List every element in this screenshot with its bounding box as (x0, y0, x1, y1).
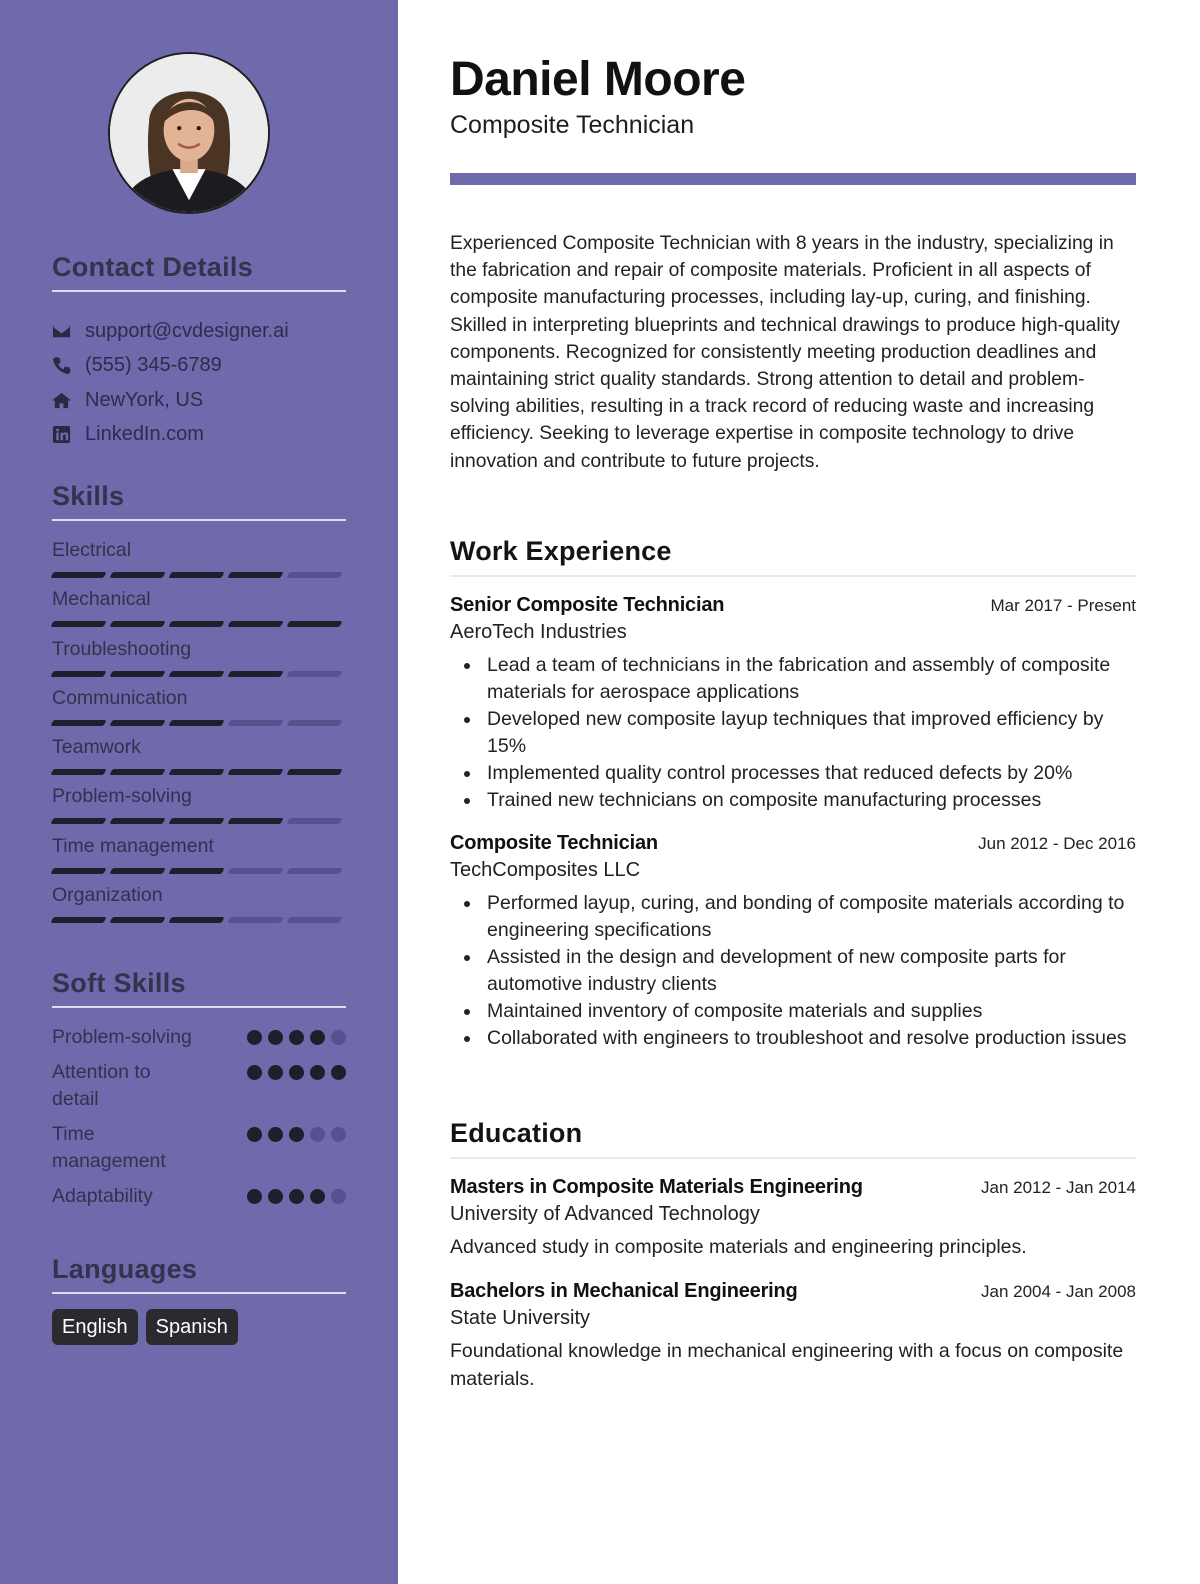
skills-list (52, 537, 346, 931)
rating-dot (289, 1030, 304, 1045)
soft-skill-rating (247, 1121, 346, 1142)
soft-skill-rating (247, 1059, 346, 1080)
skill-name: Electrical (52, 539, 132, 561)
profile-photo-image (110, 54, 268, 212)
job-bullet: Collaborated with engineers to troubleshoot and resolve production issues (450, 1025, 1136, 1052)
education-entry (450, 1280, 1136, 1393)
language-tag: Spanish (146, 1309, 238, 1345)
contact-location (52, 383, 346, 418)
skill-item (52, 537, 346, 586)
skill-item (52, 636, 346, 685)
job-title: Senior Composite Technician (450, 594, 725, 616)
skill-level-segment (109, 769, 165, 775)
languages-heading: Languages (52, 1254, 346, 1294)
skill-level-segment (227, 818, 283, 824)
contact-linkedin[interactable] (52, 418, 346, 453)
skill-level-bar (52, 671, 346, 677)
skill-level-bar (52, 769, 346, 775)
rating-dot (310, 1065, 325, 1080)
contact-location-text: NewYork, US (85, 388, 204, 411)
education-entry (450, 1176, 1136, 1262)
education-description: Advanced study in composite materials and engineering principles. (450, 1236, 1027, 1258)
accent-divider (450, 173, 1136, 185)
contact-phone[interactable] (52, 349, 346, 384)
skill-name: Teamwork (52, 736, 141, 759)
skill-level-segment (286, 917, 342, 923)
soft-skill-name: Time management (52, 1123, 166, 1172)
degree-title: Bachelors in Mechanical Engineering (450, 1280, 798, 1302)
skill-level-segment (168, 917, 224, 923)
phone-icon (52, 356, 85, 375)
skill-level-segment (227, 720, 283, 726)
skill-level-segment (286, 720, 342, 726)
skill-level-segment (286, 621, 342, 627)
rating-dot (247, 1127, 262, 1142)
skill-level-segment (50, 671, 106, 677)
soft-skill-item (52, 1183, 346, 1210)
skill-name: Communication (52, 686, 188, 709)
skill-level-segment (286, 868, 342, 874)
skill-item (52, 833, 346, 882)
job-dates: Jun 2012 - Dec 2016 (978, 834, 1136, 853)
skill-level-segment (227, 917, 283, 923)
candidate-title: Composite Technician (450, 111, 695, 139)
job-bullets (450, 652, 1136, 814)
skill-level-segment (168, 769, 224, 775)
soft-skill-rating (247, 1024, 346, 1045)
skill-level-segment (286, 818, 342, 824)
job-company: AeroTech Industries (450, 621, 627, 643)
degree-title: Masters in Composite Materials Engineering (450, 1176, 863, 1198)
rating-dot (268, 1189, 283, 1204)
rating-dot (310, 1189, 325, 1204)
contact-email-text: support@cvdesigner.ai (85, 319, 289, 342)
candidate-name: Daniel Moore (450, 53, 746, 106)
rating-dot (310, 1030, 325, 1045)
skill-level-segment (109, 868, 165, 874)
language-list (52, 1309, 346, 1345)
school-name: State University (450, 1307, 591, 1329)
skill-level-segment (168, 818, 224, 824)
rating-dot (331, 1189, 346, 1204)
rating-dot (289, 1189, 304, 1204)
rating-dot (289, 1065, 304, 1080)
skill-level-segment (227, 868, 283, 874)
skill-level-segment (286, 769, 342, 775)
education-dates: Jan 2004 - Jan 2008 (980, 1282, 1136, 1301)
skill-level-segment (168, 868, 224, 874)
rating-dot (247, 1065, 262, 1080)
rating-dot (310, 1127, 325, 1142)
skill-level-segment (168, 621, 224, 627)
skill-level-segment (109, 720, 165, 726)
soft-skills-section (52, 968, 346, 1218)
skill-level-segment (50, 868, 106, 874)
skill-item (52, 783, 346, 832)
languages-section (52, 1254, 346, 1345)
job-bullets (450, 890, 1136, 1052)
skill-level-bar (52, 621, 346, 627)
skill-name: Mechanical (52, 588, 151, 611)
skill-item (52, 586, 346, 635)
skill-level-segment (50, 917, 106, 923)
language-tag: English (52, 1309, 138, 1345)
skill-level-segment (50, 818, 106, 824)
skill-item (52, 882, 346, 931)
soft-skill-rating (247, 1183, 346, 1204)
skill-level-bar (52, 917, 346, 923)
skill-level-bar (52, 818, 346, 824)
skill-name: Troubleshooting (52, 637, 192, 660)
skill-level-bar (52, 720, 346, 726)
rating-dot (268, 1030, 283, 1045)
job-entry (450, 594, 1136, 814)
skills-section (52, 481, 346, 931)
rating-dot (289, 1127, 304, 1142)
education-heading: Education (450, 1118, 1136, 1159)
rating-dot (331, 1030, 346, 1045)
skill-level-segment (109, 621, 165, 627)
skill-item (52, 685, 346, 734)
skill-level-segment (227, 572, 283, 578)
soft-skills-list (52, 1024, 346, 1210)
skill-level-segment (168, 572, 224, 578)
skill-level-segment (109, 572, 165, 578)
rating-dot (268, 1127, 283, 1142)
job-company: TechComposites LLC (450, 859, 641, 881)
skill-level-segment (227, 671, 283, 677)
soft-skills-heading: Soft Skills (52, 968, 346, 1008)
skill-level-segment (50, 769, 106, 775)
skill-name: Problem-solving (52, 785, 192, 808)
skill-item (52, 734, 346, 783)
skill-level-segment (109, 671, 165, 677)
contact-phone-text: (555) 345-6789 (85, 354, 222, 377)
job-dates: Mar 2017 - Present (990, 596, 1136, 615)
linkedin-icon (52, 425, 85, 444)
job-bullet: Maintained inventory of composite materials and supplies (450, 998, 1136, 1025)
skill-level-segment (50, 621, 106, 627)
skills-heading: Skills (52, 481, 346, 521)
skill-level-segment (286, 572, 342, 578)
skill-level-bar (52, 572, 346, 578)
education-dates: Jan 2012 - Jan 2014 (980, 1178, 1136, 1197)
profile-summary: Experienced Composite Technician with 8 years in the industry, specializing in the fabrication and repair of composite materials. Proficient in all aspects of composite manufacturing processes, including lay-up, curing, and finishing. Skilled in interpreting blueprints and technical drawings to produce high-quality components. Recognized for consistently meeting production deadlines and maintaining strict quality standards. Strong attention to detail and problem-solving abilities, resulting in a track record of reducing waste and increasing efficiency. Seeking to leverage expertise in composite technology to drive innovation and contribute to future projects. (450, 233, 1120, 472)
skill-level-segment (50, 720, 106, 726)
rating-dot (331, 1127, 346, 1142)
skill-level-segment (168, 720, 224, 726)
skill-level-segment (227, 621, 283, 627)
job-bullet: Lead a team of technicians in the fabrication and assembly of composite materials for aerospace applications (450, 652, 1136, 706)
rating-dot (331, 1065, 346, 1080)
contact-section (52, 252, 346, 452)
home-icon (52, 391, 85, 410)
job-bullet: Developed new composite layup techniques that improved efficiency by 15% (450, 706, 1136, 760)
sidebar (0, 0, 398, 1584)
job-bullet: Implemented quality control processes that reduced defects by 20% (450, 760, 1136, 787)
skill-level-segment (286, 671, 342, 677)
job-bullet: Trained new technicians on composite manufacturing processes (450, 787, 1136, 814)
profile-photo (108, 52, 270, 214)
skill-name: Time management (52, 834, 214, 857)
school-name: University of Advanced Technology (450, 1203, 760, 1225)
education-description: Foundational knowledge in mechanical engineering with a focus on composite materials. (450, 1340, 1124, 1390)
soft-skill-item (52, 1121, 346, 1175)
rating-dot (247, 1189, 262, 1204)
rating-dot (247, 1030, 262, 1045)
envelope-icon (52, 322, 85, 341)
job-bullet: Assisted in the design and development of new composite parts for automotive industry clients (450, 944, 1136, 998)
skill-level-bar (52, 868, 346, 874)
rating-dot (268, 1065, 283, 1080)
skill-level-segment (109, 917, 165, 923)
experience-heading: Work Experience (450, 536, 1136, 577)
skill-level-segment (109, 818, 165, 824)
soft-skill-name: Adaptability (52, 1185, 153, 1207)
soft-skill-name: Problem-solving (52, 1026, 192, 1048)
job-bullet: Performed layup, curing, and bonding of composite materials according to engineering specifications (450, 890, 1136, 944)
job-entry (450, 832, 1136, 1052)
skill-level-segment (227, 769, 283, 775)
contact-linkedin-text: LinkedIn.com (85, 423, 204, 446)
soft-skill-name: Attention to detail (52, 1061, 151, 1110)
soft-skill-item (52, 1024, 346, 1051)
skill-level-segment (50, 572, 106, 578)
soft-skill-item (52, 1059, 346, 1113)
job-title: Composite Technician (450, 832, 658, 854)
contact-heading: Contact Details (52, 252, 346, 292)
contact-email[interactable] (52, 314, 346, 349)
skill-name: Organization (52, 884, 163, 907)
skill-level-segment (168, 671, 224, 677)
